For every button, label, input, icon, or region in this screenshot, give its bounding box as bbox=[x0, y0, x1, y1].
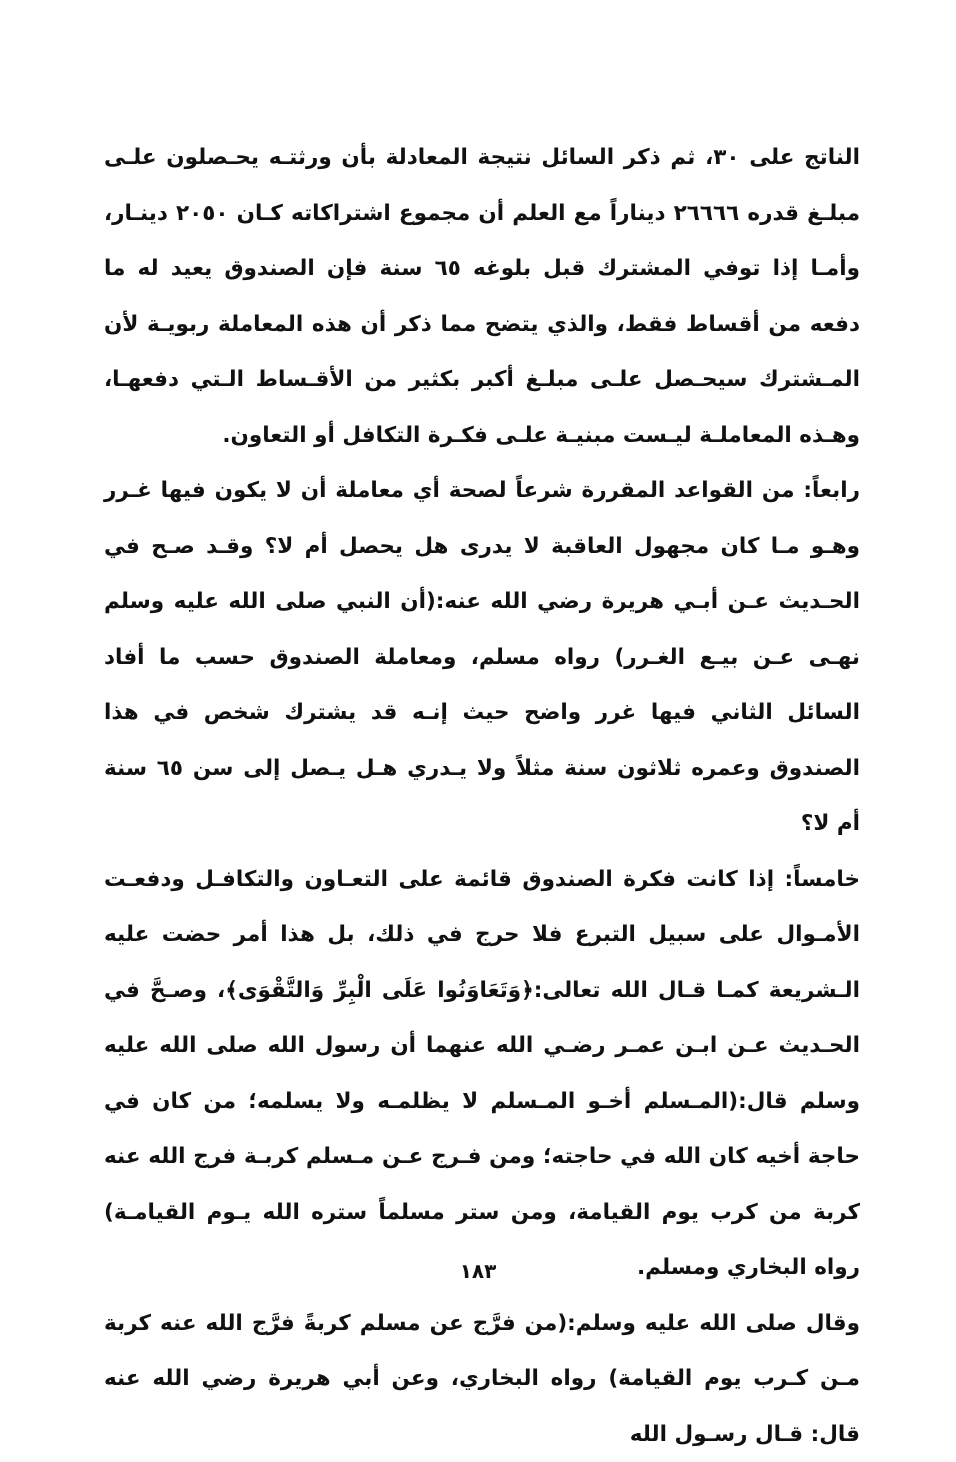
paragraph-hadith: وقال صلى الله عليه وسلم:(من فرَّج عن مسلم كربةً فرَّج الله عنه كربة مـن كـرب يوم القيامة) رواه البخاري، وعن أبي هريرة رضي الله عنه قال: قـال رسـول الله bbox=[104, 1296, 860, 1462]
paragraph-fifth-point: خامساً: إذا كانت فكرة الصندوق قائمة على التعـاون والتكافـل ودفعـت الأمـوال على سبيل التبرع فلا حرج في ذلك، بل هذا أمر حضت عليه الـشريعة كمـا قـال الله تعالى:﴿وَتَعَاوَنُوا عَلَى الْبِرِّ وَالتَّقْوَى﴾، وصـحَّ في الحـديث عـن ابـن عمـر رضـي الله عنهما أن رسول الله صلى الله عليه وسلم قال:(المـسلم أخـو المـسلم لا يظلمـه ولا يسلمه؛ من كان في حاجة أخيه كان الله في حاجته؛ ومن فـرج عـن مـسلم كربـة فرج الله عنه كربة من كرب يوم القيامة، ومن ستر مسلماً ستره الله يـوم القيامـة) رواه البخاري ومسلم. bbox=[104, 852, 860, 1296]
page-number: ١٨٣ bbox=[0, 1259, 956, 1283]
paragraph-continuation: الناتج على ٣٠، ثم ذكر السائل نتيجة المعادلة بأن ورثتـه يحـصلون علـى مبلـغ قدره ٢٦٦٦٦ ديناراً مع العلم أن مجموع اشتراكاته كـان ٢٠٥٠ دينـار، وأمـا إذا توفي المشترك قبل بلوغه ٦٥ سنة فإن الصندوق يعيد له ما دفعه من أقساط فقط، والذي يتضح مما ذكر أن هذه المعاملة ربويـة لأن المـشترك سيحـصل علـى مبلـغ أكبر بكثير من الأقـساط الـتي دفعهـا، وهـذه المعاملـة ليـست مبنيـة علـى فكـرة التكافل أو التعاون. bbox=[104, 130, 860, 463]
paragraph-fourth-point: رابعاً: من القواعد المقررة شرعاً لصحة أي معاملة أن لا يكون فيها غـرر وهـو مـا كان مجهول العاقبة لا يدرى هل يحصل أم لا؟ وقـد صـح في الحـديث عـن أبـي هريرة رضي الله عنه:(أن النبي صلى الله عليه وسلم نهـى عـن بيـع الغـرر) رواه مسلم، ومعاملة الصندوق حسب ما أفاد السائل الثاني فيها غرر واضح حيث إنـه قد يشترك شخص في هذا الصندوق وعمره ثلاثون سنة مثلاً ولا يـدري هـل يـصل إلى سن ٦٥ سنة أم لا؟ bbox=[104, 463, 860, 852]
